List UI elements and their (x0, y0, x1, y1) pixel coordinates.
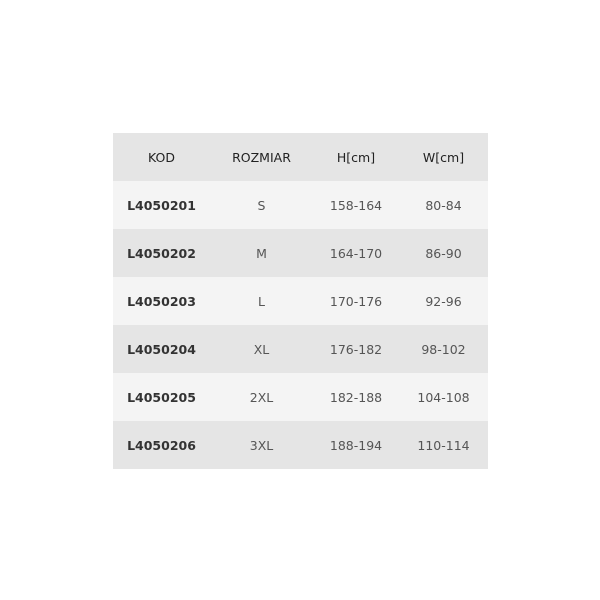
cell-waist: 86-90 (425, 245, 462, 261)
cell-height: 170-176 (329, 293, 383, 309)
cell-code: L4050201 (127, 197, 196, 213)
table-row (113, 421, 488, 469)
cell-waist: 110-114 (417, 437, 470, 453)
table-header (113, 133, 488, 181)
table-row (113, 373, 488, 421)
header-waist: W[cm] (422, 149, 465, 165)
table-row (113, 277, 488, 325)
cell-height: 188-194 (329, 437, 383, 453)
cell-waist: 104-108 (417, 389, 470, 405)
cell-code: L4050204 (127, 341, 196, 357)
cell-size: 2XL (249, 389, 274, 405)
table-body (113, 181, 488, 469)
cell-waist: 92-96 (425, 293, 462, 309)
cell-code: L4050205 (127, 389, 196, 405)
table-row (113, 229, 488, 277)
cell-waist: 80-84 (425, 197, 462, 213)
header-row (113, 133, 488, 181)
cell-size: M (256, 245, 267, 261)
cell-height: 176-182 (329, 341, 383, 357)
cell-code: L4050202 (127, 245, 196, 261)
cell-size: 3XL (249, 437, 274, 453)
header-kod: KOD (148, 149, 175, 165)
cell-size: XL (253, 341, 270, 357)
cell-size: S (257, 197, 266, 213)
cell-height: 158-164 (329, 197, 383, 213)
cell-height: 182-188 (329, 389, 383, 405)
cell-code: L4050206 (127, 437, 196, 453)
header-rozmiar: ROZMIAR (232, 149, 291, 165)
cell-height: 164-170 (329, 245, 383, 261)
cell-code: L4050203 (127, 293, 196, 309)
size-chart-table (113, 133, 488, 469)
table-row (113, 181, 488, 229)
table-row (113, 325, 488, 373)
cell-waist: 98-102 (421, 341, 466, 357)
header-height: H[cm] (336, 149, 376, 165)
cell-size: L (258, 293, 265, 309)
